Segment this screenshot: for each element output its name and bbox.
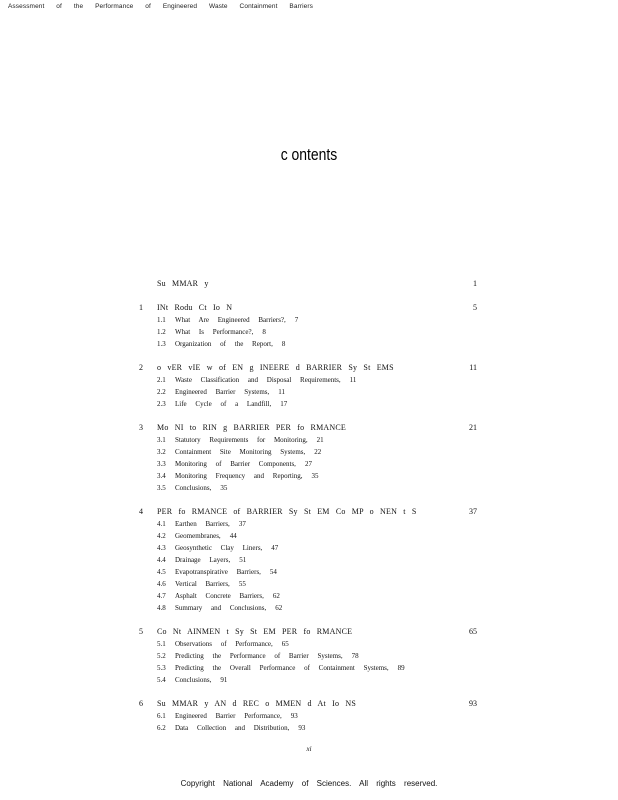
- section-list: [139, 314, 477, 350]
- page-title: c ontents: [280, 145, 338, 164]
- section-title: Monitoring of Barrier Components,: [175, 460, 296, 468]
- section-page-number: 21: [316, 436, 324, 444]
- toc-section-entry[interactable]: [139, 374, 477, 386]
- section-list: [139, 710, 477, 734]
- toc-section-entry[interactable]: [139, 446, 477, 458]
- section-page-number: 35: [220, 484, 228, 492]
- section-number: 3.2: [157, 448, 166, 456]
- toc-chapter: [139, 362, 477, 410]
- section-title: Monitoring Frequency and Reporting,: [175, 472, 303, 480]
- section-page-number: 51: [239, 556, 247, 564]
- toc-chapter-entry[interactable]: [139, 422, 477, 434]
- toc-section-entry[interactable]: [139, 338, 477, 350]
- toc-chapter-entry[interactable]: [139, 506, 477, 518]
- section-number: 5.4: [157, 676, 166, 684]
- section-list: [139, 638, 477, 686]
- toc-chapter: [139, 506, 477, 614]
- section-number: 4.8: [157, 604, 166, 612]
- section-title: Conclusions,: [175, 484, 212, 492]
- section-page-number: 8: [281, 340, 286, 348]
- section-page-number: 78: [351, 652, 359, 660]
- section-number: 3.5: [157, 484, 166, 492]
- chapter-page-number: 93: [469, 699, 477, 708]
- toc-section-entry[interactable]: [139, 710, 477, 722]
- table-of-contents: [139, 278, 477, 746]
- toc-chapter: [139, 698, 477, 734]
- section-page-number: 22: [314, 448, 322, 456]
- chapter-number: 6: [139, 699, 143, 708]
- section-number: 4.7: [157, 592, 166, 600]
- section-number: 6.1: [157, 712, 166, 720]
- section-page-number: 47: [271, 544, 279, 552]
- toc-section-entry[interactable]: [139, 530, 477, 542]
- running-head: Assessment of the Performance of Engineered Waste Containment Barriers: [8, 3, 313, 10]
- section-number: 3.1: [157, 436, 166, 444]
- section-page-number: 8: [262, 328, 266, 336]
- section-page-number: 89: [397, 664, 405, 672]
- section-number: 2.1: [157, 376, 166, 384]
- section-title: Predicting the Performance of Barrier Systems,: [175, 652, 343, 660]
- section-title: Geosynthetic Clay Liners,: [175, 544, 263, 552]
- chapter-page-number: 1: [473, 279, 477, 288]
- section-title: Summary and Conclusions,: [175, 604, 267, 612]
- section-title: Vertical Barriers,: [175, 580, 230, 588]
- section-page-number: 7: [294, 316, 299, 324]
- toc-section-entry[interactable]: [139, 722, 477, 734]
- chapter-title: Mo NI to RIN g BARRIER PER fo RMANCE: [157, 423, 346, 432]
- chapter-number: 2: [139, 363, 143, 372]
- section-title: Geomembranes,: [175, 532, 221, 540]
- toc-chapter-entry[interactable]: [139, 626, 477, 638]
- section-page-number: 44: [229, 532, 237, 540]
- chapter-title: PER fo RMANCE of BARRIER Sy St EM Co MP o NEN t S: [157, 507, 417, 516]
- section-title: Containment Site Monitoring Systems,: [175, 448, 306, 456]
- section-page-number: 55: [238, 580, 246, 588]
- section-page-number: 11: [278, 388, 286, 396]
- chapter-title: o vER vIE w of EN g INEERE d BARRIER Sy St EMS: [157, 363, 394, 372]
- section-page-number: 17: [280, 400, 288, 408]
- toc-section-entry[interactable]: [139, 662, 477, 674]
- section-page-number: 62: [275, 604, 283, 612]
- copyright-notice: Copyright National Academy of Sciences. All rights reserved.: [180, 779, 438, 788]
- section-page-number: 65: [281, 640, 289, 648]
- section-number: 1.2: [157, 328, 166, 336]
- section-number: 3.3: [157, 460, 166, 468]
- toc-section-entry[interactable]: [139, 542, 477, 554]
- toc-section-entry[interactable]: [139, 434, 477, 446]
- section-title: What Are Engineered Barriers?,: [175, 316, 286, 324]
- toc-chapter-entry[interactable]: [139, 698, 477, 710]
- toc-section-entry[interactable]: [139, 638, 477, 650]
- section-list: [139, 518, 477, 614]
- chapter-number: 3: [139, 423, 143, 432]
- chapter-title: INt Rodu Ct Io N: [157, 303, 233, 312]
- section-number: 4.5: [157, 568, 166, 576]
- section-number: 4.2: [157, 532, 166, 540]
- section-title: Engineered Barrier Performance,: [175, 712, 282, 720]
- chapter-page-number: 37: [469, 507, 477, 516]
- toc-section-entry[interactable]: [139, 590, 477, 602]
- section-title: What Is Performance?,: [175, 328, 254, 336]
- section-title: Observations of Performance,: [175, 640, 273, 648]
- section-number: 3.4: [157, 472, 166, 480]
- chapter-number: 1: [139, 303, 143, 312]
- section-number: 4.4: [157, 556, 166, 564]
- toc-section-entry[interactable]: [139, 578, 477, 590]
- section-title: Asphalt Concrete Barriers,: [175, 592, 264, 600]
- toc-section-entry[interactable]: [139, 470, 477, 482]
- section-number: 5.2: [157, 652, 166, 660]
- toc-section-entry[interactable]: [139, 326, 477, 338]
- section-page-number: 93: [298, 724, 306, 732]
- toc-section-entry[interactable]: [139, 566, 477, 578]
- section-title: Earthen Barriers,: [175, 520, 230, 528]
- toc-section-entry[interactable]: [139, 398, 477, 410]
- section-list: [139, 374, 477, 410]
- chapter-page-number: 21: [469, 423, 477, 432]
- section-page-number: 93: [290, 712, 298, 720]
- chapter-page-number: 11: [469, 363, 477, 372]
- chapter-number: 5: [139, 627, 143, 636]
- chapter-title: Co Nt AINMEN t Sy St EM PER fo RMANCE: [157, 627, 353, 636]
- chapter-title: Su MMAR y AN d REC o MMEN d At Io NS: [157, 699, 357, 708]
- section-title: Statutory Requirements for Monitoring,: [175, 436, 308, 444]
- section-number: 4.3: [157, 544, 166, 552]
- toc-section-entry[interactable]: [139, 602, 477, 614]
- page-number: xi: [306, 745, 312, 753]
- section-number: 2.3: [157, 400, 166, 408]
- section-title: Organization of the Report,: [175, 340, 273, 348]
- section-title: Evapotranspirative Barriers,: [175, 568, 261, 576]
- section-number: 4.1: [157, 520, 166, 528]
- section-title: Data Collection and Distribution,: [175, 724, 290, 732]
- section-page-number: 62: [272, 592, 280, 600]
- section-number: 5.1: [157, 640, 166, 648]
- section-number: 4.6: [157, 580, 166, 588]
- section-number: 1.3: [157, 340, 166, 348]
- section-page-number: 11: [349, 376, 357, 384]
- toc-section-entry[interactable]: [139, 458, 477, 470]
- toc-chapter: [139, 626, 477, 686]
- section-page-number: 27: [304, 460, 312, 468]
- toc-section-entry[interactable]: [139, 650, 477, 662]
- section-title: Predicting the Overall Performance of Containment Systems,: [175, 664, 389, 672]
- toc-section-entry[interactable]: [139, 554, 477, 566]
- chapter-number: 4: [139, 507, 143, 516]
- section-number: 6.2: [157, 724, 166, 732]
- section-page-number: 35: [311, 472, 319, 480]
- toc-chapter: [139, 278, 477, 290]
- toc-chapter-entry[interactable]: [139, 302, 477, 314]
- toc-section-entry[interactable]: [139, 314, 477, 326]
- chapter-title: Su MMAR y: [157, 279, 209, 288]
- chapter-page-number: 5: [473, 303, 477, 312]
- toc-section-entry[interactable]: [139, 482, 477, 494]
- section-number: 2.2: [157, 388, 166, 396]
- section-title: Engineered Barrier Systems,: [175, 388, 270, 396]
- toc-chapter-entry[interactable]: [139, 362, 477, 374]
- section-page-number: 37: [238, 520, 246, 528]
- toc-section-entry[interactable]: [139, 674, 477, 686]
- toc-section-entry[interactable]: [139, 518, 477, 530]
- toc-chapter-entry[interactable]: [139, 278, 477, 290]
- section-title: Waste Classification and Disposal Requirements,: [175, 376, 341, 384]
- section-number: 1.1: [157, 316, 166, 324]
- section-list: [139, 434, 477, 494]
- toc-section-entry[interactable]: [139, 386, 477, 398]
- section-number: 5.3: [157, 664, 166, 672]
- section-title: Drainage Layers,: [175, 556, 231, 564]
- chapter-page-number: 65: [469, 627, 477, 636]
- section-page-number: 54: [269, 568, 277, 576]
- section-title: Conclusions,: [175, 676, 212, 684]
- toc-chapter: [139, 302, 477, 350]
- section-page-number: 91: [220, 676, 228, 684]
- section-title: Life Cycle of a Landfill,: [175, 400, 272, 408]
- toc-chapter: [139, 422, 477, 494]
